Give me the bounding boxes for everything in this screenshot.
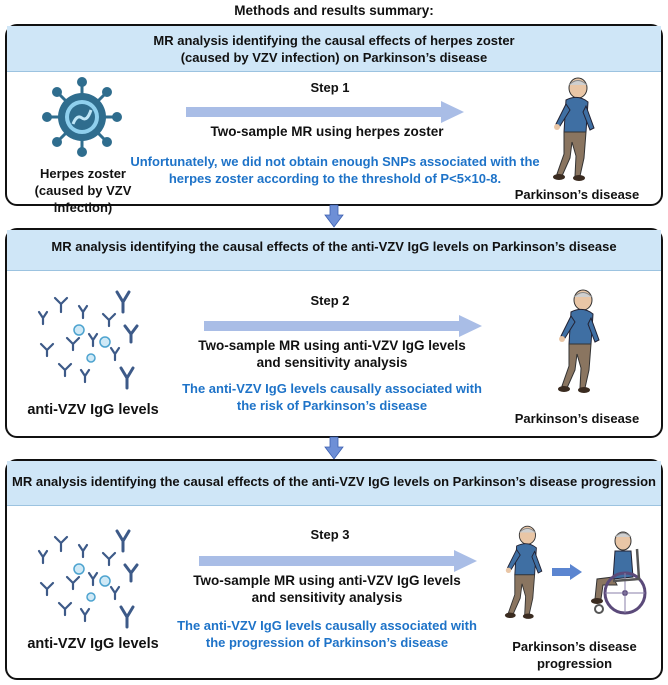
wheelchair-patient-icon [583,529,649,617]
down-arrow-icon [325,437,343,459]
virus-icon [43,78,121,156]
parkinson-patient-figure [542,76,602,184]
panel-1-left-label-line2: (caused by VZV infection) [34,183,132,215]
panel-1-header [7,26,661,72]
panel-3-step-label: Step 3 [310,527,350,542]
panel-1-header-line2: (caused by VZV infection) on Parkinson’s disease [180,50,488,65]
panel-2-method-line1: Two-sample MR using anti-VZV IgG levels [198,338,466,353]
antibody-cluster-icon [33,523,141,629]
panel-2-result-line2: the risk of Parkinson’s disease [236,398,428,413]
panel-3-flow-arrow [199,550,479,572]
panel-2-result [177,380,487,414]
panel-3-left-label: anti-VZV IgG levels [27,636,159,652]
parkinson-patient-figure [547,288,607,396]
panel-3-result [172,617,482,651]
panel-2-left-label: anti-VZV IgG levels [27,402,159,418]
panel-3-header: MR analysis identifying the causal effects of the anti-VZV IgG levels on Parkinson’s disease progression [7,461,661,506]
panel-1-step-label: Step 1 [310,80,350,95]
panel-2-result-line1: The anti-VZV IgG levels causally associated with [182,381,482,396]
panel-2-method [177,337,487,371]
panel-3-method-line1: Two-sample MR using anti-VZV IgG levels [193,573,461,588]
panel-3-right-label [507,638,642,672]
panel-2-method-line2: and sensitivity analysis [256,355,408,370]
page-title: Methods and results summary: [234,3,434,18]
panel-step-3 [5,459,663,680]
parkinson-patient-figure [495,523,549,623]
panel-1-method: Two-sample MR using herpes zoster [210,124,444,139]
panel-1-right-label: Parkinson’s disease [514,187,640,202]
panel-3-method [172,572,482,606]
panel-2-header: MR analysis identifying the causal effects of the anti-VZV IgG levels on Parkinson’s disease [7,230,661,271]
panel-1-flow-arrow [186,101,466,123]
panel-3-right-label-line2: progression [536,656,613,671]
panel-2-right-label: Parkinson’s disease [514,411,640,426]
panel-3-method-line2: and sensitivity analysis [251,590,403,605]
panel-3-result-line2: the progression of Parkinson’s disease [205,635,449,650]
panel-2-step-label: Step 2 [310,293,350,308]
antibody-cluster-icon [33,284,141,390]
down-arrow-icon [325,205,343,227]
panel-1-result-line2: herpes zoster according to the threshold of P<5×10-8. [168,171,502,186]
panel-3-right-label-line1: Parkinson’s disease [512,639,637,654]
panel-2-flow-arrow [204,315,484,337]
panel-1-left-label-line1: Herpes zoster [40,166,126,181]
panel-1-header-line1: MR analysis identifying the causal effects of herpes zoster [153,33,515,48]
progression-arrow-icon [552,564,582,580]
panel-3-result-line1: The anti-VZV IgG levels causally associated with [177,618,477,633]
panel-1-result-line1: Unfortunately, we did not obtain enough SNPs associated with the [130,154,540,169]
panel-step-2 [5,228,663,438]
panel-step-1 [5,24,663,215]
panel-1-result [125,153,545,187]
